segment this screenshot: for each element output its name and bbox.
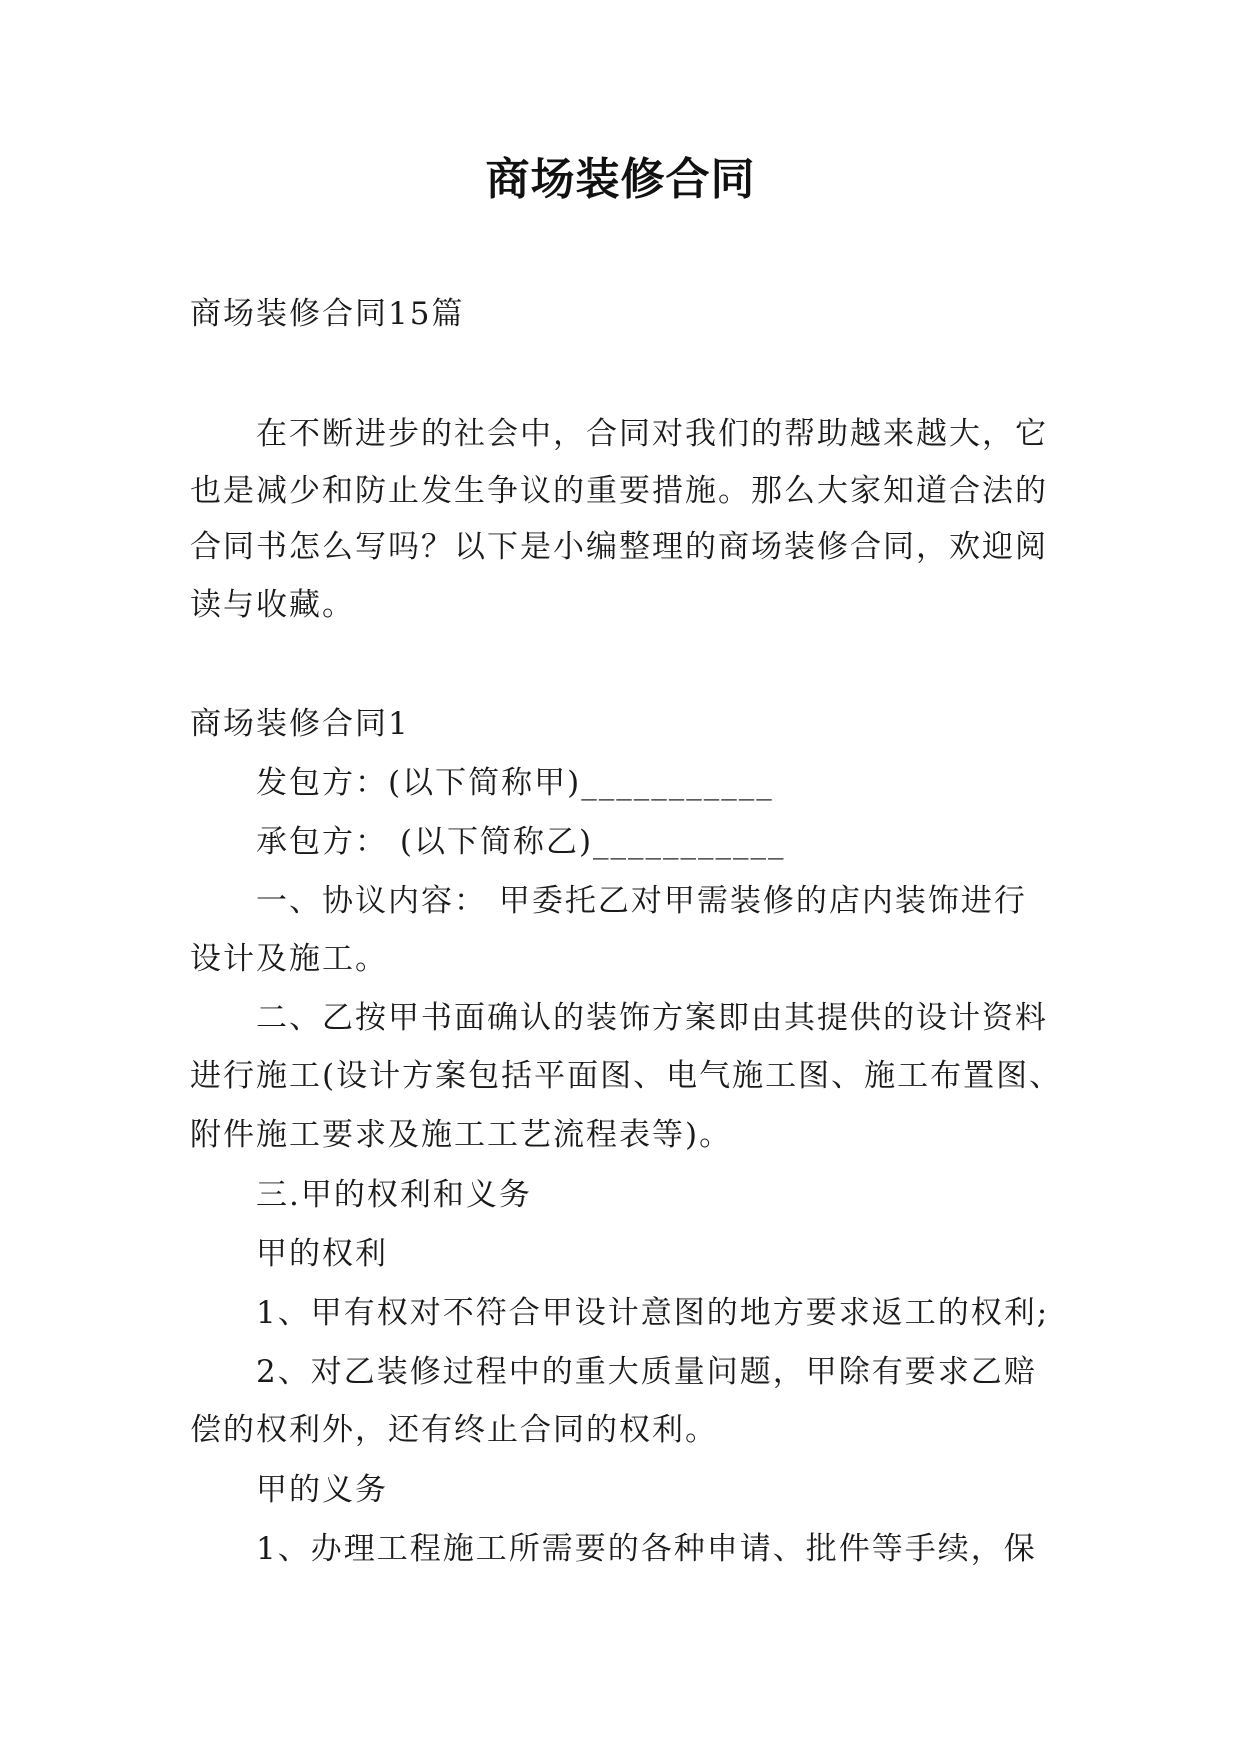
body-line-12: 偿的权利外，还有终止合同的权利。	[190, 1412, 718, 1448]
body-line-13: 甲的义务	[256, 1472, 388, 1508]
body-line-7: 附件施工要求及施工工艺流程表等)。	[190, 1117, 733, 1153]
body-line-4: 设计及施工。	[190, 941, 388, 977]
body-line-2: 承包方： (以下简称乙)___________	[256, 824, 786, 860]
intro-line-2: 也是减少和防止发生争议的重要措施。那么大家知道合法的	[190, 473, 1048, 509]
body-line-5: 二、乙按甲书面确认的装饰方案即由其提供的设计资料	[256, 1000, 1048, 1036]
document-subtitle: 商场装修合同15篇	[190, 296, 465, 332]
body-line-14: 1、办理工程施工所需要的各种申请、批件等手续，保	[256, 1531, 1037, 1567]
intro-line-1: 在不断进步的社会中，合同对我们的帮助越来越大，它	[256, 416, 1048, 452]
body-line-8: 三.甲的权利和义务	[256, 1177, 532, 1213]
document-title: 商场装修合同	[485, 154, 756, 205]
section-heading: 商场装修合同1	[190, 706, 410, 742]
body-line-10: 1、甲有权对不符合甲设计意图的地方要求返工的权利;	[256, 1295, 1050, 1331]
body-line-1: 发包方：(以下简称甲)___________	[256, 765, 774, 801]
body-line-6: 进行施工(设计方案包括平面图、电气施工图、施工布置图、	[190, 1058, 1063, 1094]
intro-line-4: 读与收藏。	[190, 587, 355, 623]
body-line-3: 一、协议内容： 甲委托乙对甲需装修的店内装饰进行	[256, 883, 1027, 919]
body-line-11: 2、对乙装修过程中的重大质量问题，甲除有要求乙赔	[256, 1354, 1037, 1390]
body-line-9: 甲的权利	[256, 1236, 388, 1272]
intro-line-3: 合同书怎么写吗？以下是小编整理的商场装修合同，欢迎阅	[190, 529, 1048, 565]
